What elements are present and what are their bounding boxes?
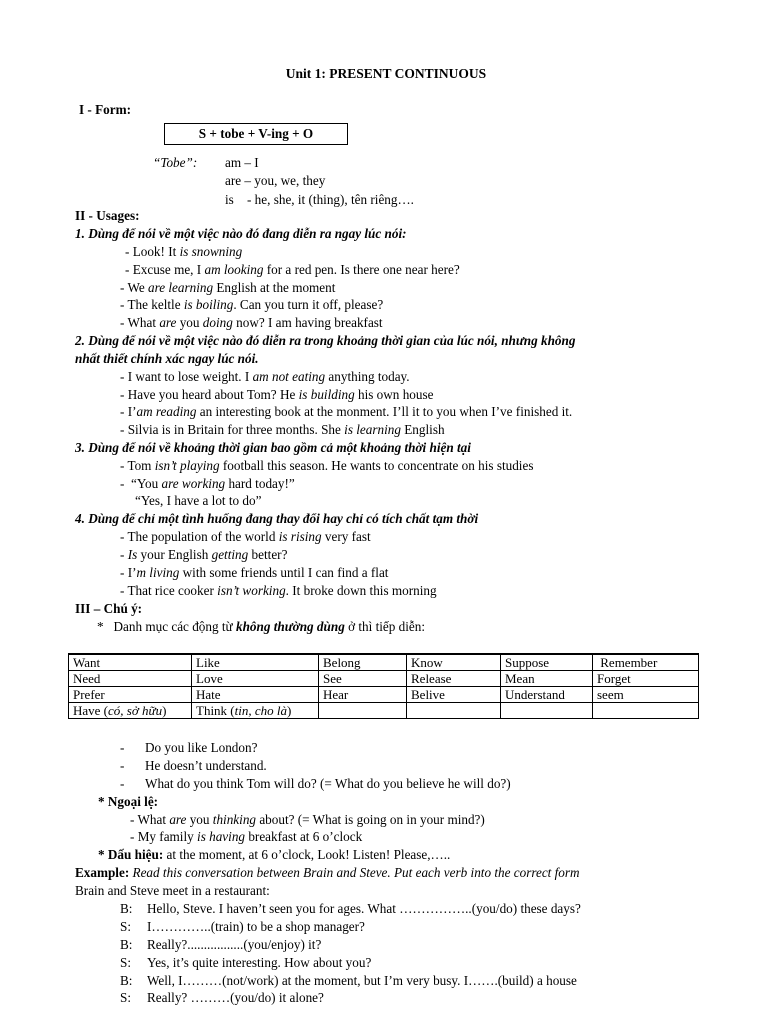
table-cell: Forget <box>593 671 699 687</box>
table-cell: Prefer <box>69 687 192 703</box>
table-cell: Understand <box>501 687 593 703</box>
usages-heading: II - Usages: <box>75 208 140 223</box>
example-instruction: Example: Read this conversation between Brain and Steve. Put each verb into the correct form <box>75 865 580 880</box>
table-cell: Belive <box>407 687 501 703</box>
table-cell: Mean <box>501 671 593 687</box>
usage-example: - I want to lose weight. I am not eating anything today. <box>120 369 410 384</box>
usage-example: - I’m living with some friends until I can find a flat <box>120 565 389 580</box>
table-cell: Remember <box>593 654 699 671</box>
notes-heading: III – Chú ý: <box>75 601 143 616</box>
usage-example: - Excuse me, I am looking for a red pen. Is there one near here? <box>125 262 460 277</box>
table-cell: Love <box>192 671 319 687</box>
dialogue-speaker: S: <box>120 990 131 1005</box>
table-cell: Have (có, sở hữu) <box>69 703 192 719</box>
exceptions-heading: * Ngoại lệ: <box>98 794 159 809</box>
signs-line: * Dấu hiệu: at the moment, at 6 o’clock, Look! Listen! Please,….. <box>98 847 451 862</box>
table-cell: Know <box>407 654 501 671</box>
table-row <box>69 687 699 703</box>
table-cell <box>319 703 407 719</box>
usage-example: - Look! It is snowning <box>125 244 243 259</box>
table-row <box>69 703 699 719</box>
usage-1-title: 1. Dùng để nói về một việc nào đó đang diễn ra ngay lúc nói: <box>75 226 407 241</box>
usage-example: - What are you doing now? I am having breakfast <box>120 315 383 330</box>
tobe-row: am – I <box>225 155 259 170</box>
usage-example: - Silvia is in Britain for three months. She is learning English <box>120 422 445 437</box>
usage-example: - We are learning English at the moment <box>120 280 336 295</box>
page-title: Unit 1: PRESENT CONTINUOUS <box>285 66 487 81</box>
table-cell: Hate <box>192 687 319 703</box>
dialogue-speaker: B: <box>120 937 133 952</box>
table-cell: Suppose <box>501 654 593 671</box>
dialogue-speaker: B: <box>120 973 133 988</box>
form-formula: S + tobe + V-ing + O <box>164 123 348 145</box>
dialogue-line: Well, I………(not/work) at the moment, but I’m very busy. I…….(build) a house <box>147 973 577 988</box>
table-cell: Belong <box>319 654 407 671</box>
table-cell: Want <box>69 654 192 671</box>
table-cell <box>593 703 699 719</box>
usage-example: - That rice cooker isn’t working. It broke down this morning <box>120 583 437 598</box>
usage-3-title: 3. Dùng để nói về khoảng thời gian bao gồm cả một khoảng thời hiện tại <box>75 440 471 455</box>
dialogue-speaker: B: <box>120 901 133 916</box>
list-item: He doesn’t understand. <box>145 758 267 773</box>
table-cell: Like <box>192 654 319 671</box>
table-cell: Need <box>69 671 192 687</box>
list-item-dash: - <box>120 758 125 773</box>
tobe-row: are – you, we, they <box>225 173 326 188</box>
table-cell: seem <box>593 687 699 703</box>
form-heading: I - Form: <box>79 102 131 117</box>
table-row <box>69 654 699 671</box>
usage-example: - The keltle is boiling. Can you turn it off, please? <box>120 297 384 312</box>
usage-example: - “You are working hard today!” <box>120 476 295 491</box>
usage-example: “Yes, I have a lot to do” <box>135 493 262 508</box>
list-item-dash: - <box>120 776 125 791</box>
example-intro: Brain and Steve meet in a restaurant: <box>75 883 270 898</box>
dialogue-line: Really? ………(you/do) it alone? <box>147 990 324 1005</box>
tobe-row: is - he, she, it (thing), tên riêng…. <box>225 192 414 207</box>
table-cell: Hear <box>319 687 407 703</box>
exception-example: - What are you thinking about? (= What is going on in your mind?) <box>130 812 485 827</box>
usage-example: - Tom isn’t playing football this season. He wants to concentrate on his studies <box>120 458 534 473</box>
usage-example: - Is your English getting better? <box>120 547 288 562</box>
table-cell: See <box>319 671 407 687</box>
dialogue-line: Hello, Steve. I haven’t seen you for ages. What ……………..(you/do) these days? <box>147 901 581 916</box>
usage-example: - The population of the world is rising very fast <box>120 529 371 544</box>
usage-4-title: 4. Dùng để chỉ một tình huống đang thay đổi hay chỉ có tích chất tạm thời <box>75 511 479 526</box>
table-cell <box>407 703 501 719</box>
list-item: Do you like London? <box>145 740 258 755</box>
table-cell: Release <box>407 671 501 687</box>
table-row <box>69 671 699 687</box>
dialogue-speaker: S: <box>120 955 131 970</box>
table-cell <box>501 703 593 719</box>
usage-example: - Have you heard about Tom? He is building his own house <box>120 387 434 402</box>
dialogue-line: Really?.................(you/enjoy) it? <box>147 937 322 952</box>
stative-verbs-table <box>68 653 699 719</box>
notes-list-intro: * Danh mục các động từ không thường dùng ở thì tiếp diễn: <box>97 619 426 634</box>
tobe-label: “Tobe”: <box>153 155 198 170</box>
dialogue-line: Yes, it’s quite interesting. How about you? <box>147 955 372 970</box>
list-item-dash: - <box>120 740 125 755</box>
dialogue-speaker: S: <box>120 919 131 934</box>
dialogue-line: I…………..(train) to be a shop manager? <box>147 919 365 934</box>
table-cell: Think (tin, cho là) <box>192 703 319 719</box>
usage-example: - I’am reading an interesting book at the monment. I’ll it to you when I’ve finished it. <box>120 404 573 419</box>
list-item: What do you think Tom will do? (= What do you believe he will do?) <box>145 776 511 791</box>
usage-2-title: 2. Dùng để nói về một việc nào đó diễn ra trong khoảng thời gian của lúc nói, nhưng không <box>75 333 576 348</box>
usage-2-title-cont: nhất thiết chính xác ngay lúc nói. <box>75 351 259 366</box>
exception-example: - My family is having breakfast at 6 o’clock <box>130 829 363 844</box>
